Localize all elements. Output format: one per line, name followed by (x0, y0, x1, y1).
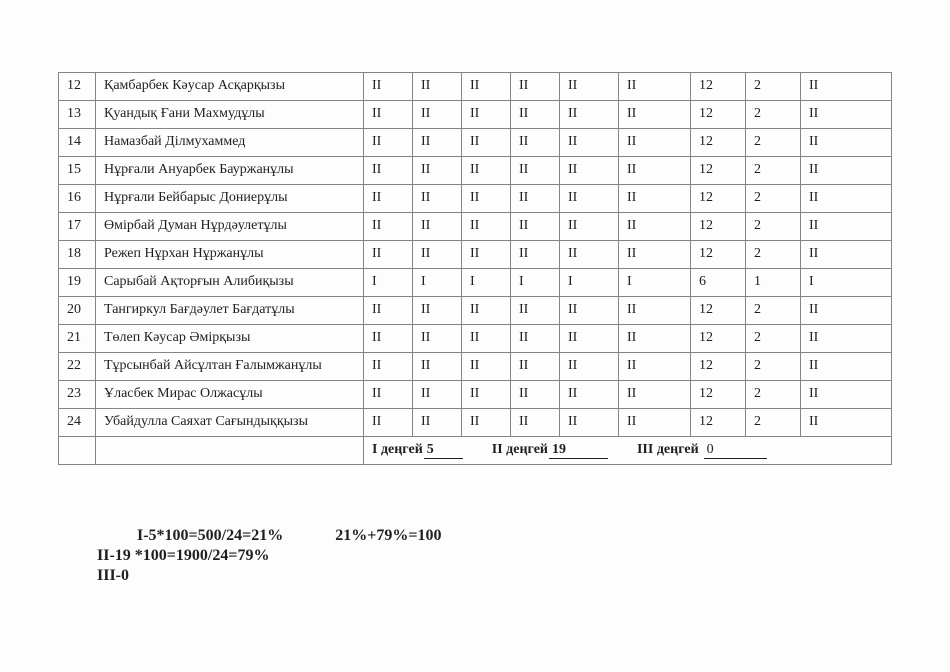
summary-row (59, 437, 892, 465)
mark-6: II (619, 213, 691, 241)
mark-4: I (511, 269, 560, 297)
level: II (801, 129, 892, 157)
mark-3: II (462, 73, 511, 101)
level-2-summary (492, 441, 608, 459)
mark-6: II (619, 157, 691, 185)
points: 2 (746, 241, 801, 269)
total-score: 6 (691, 269, 746, 297)
mark-1: II (364, 381, 413, 409)
mark-5: II (560, 241, 619, 269)
mark-1: II (364, 409, 413, 437)
mark-1: II (364, 297, 413, 325)
level-3-value: 0 (704, 441, 767, 459)
mark-4: II (511, 409, 560, 437)
level-2-value: 19 (549, 441, 608, 459)
level: II (801, 353, 892, 381)
level: II (801, 409, 892, 437)
mark-2: II (413, 353, 462, 381)
mark-6: II (619, 381, 691, 409)
mark-5: II (560, 101, 619, 129)
mark-2: II (413, 241, 462, 269)
formula-line-1 (97, 526, 441, 546)
row-number: 21 (59, 325, 96, 353)
total-score: 12 (691, 297, 746, 325)
mark-4: II (511, 157, 560, 185)
row-number: 18 (59, 241, 96, 269)
total-score: 12 (691, 185, 746, 213)
mark-5: II (560, 185, 619, 213)
mark-3: II (462, 353, 511, 381)
mark-3: II (462, 325, 511, 353)
mark-1: II (364, 325, 413, 353)
mark-3: II (462, 409, 511, 437)
student-name: Режеп Нұрхан Нұржанұлы (96, 241, 364, 269)
points: 2 (746, 325, 801, 353)
row-number: 14 (59, 129, 96, 157)
mark-6: II (619, 101, 691, 129)
table-row (59, 241, 892, 269)
student-name: Тұрсынбай Айсұлтан Ғалымжанұлы (96, 353, 364, 381)
total-score: 12 (691, 381, 746, 409)
mark-2: II (413, 129, 462, 157)
percentage-calculations (97, 526, 441, 586)
mark-2: II (413, 297, 462, 325)
mark-6: II (619, 185, 691, 213)
mark-5: II (560, 353, 619, 381)
mark-2: II (413, 409, 462, 437)
mark-4: II (511, 381, 560, 409)
mark-6: II (619, 73, 691, 101)
level: II (801, 101, 892, 129)
table-row (59, 73, 892, 101)
summary-empty-num (59, 437, 96, 465)
mark-6: II (619, 353, 691, 381)
mark-3: II (462, 129, 511, 157)
mark-6: II (619, 241, 691, 269)
mark-1: II (364, 73, 413, 101)
level-3-summary (637, 441, 767, 459)
points: 2 (746, 409, 801, 437)
table-row (59, 101, 892, 129)
mark-5: II (560, 325, 619, 353)
mark-6: II (619, 297, 691, 325)
mark-3: II (462, 185, 511, 213)
level: II (801, 73, 892, 101)
mark-1: II (364, 185, 413, 213)
mark-2: II (413, 381, 462, 409)
points: 2 (746, 185, 801, 213)
mark-2: II (413, 73, 462, 101)
mark-1: I (364, 269, 413, 297)
mark-3: II (462, 381, 511, 409)
total-score: 12 (691, 129, 746, 157)
mark-5: II (560, 297, 619, 325)
level-2-formula: ІІ-19 *100=1900/24=79% (97, 547, 270, 564)
mark-3: I (462, 269, 511, 297)
level: II (801, 213, 892, 241)
table-row (59, 409, 892, 437)
mark-3: II (462, 297, 511, 325)
level: II (801, 157, 892, 185)
mark-5: II (560, 213, 619, 241)
table-row (59, 297, 892, 325)
student-name: Намазбай Ділмухаммед (96, 129, 364, 157)
results-table (58, 72, 892, 465)
mark-5: II (560, 73, 619, 101)
total-score: 12 (691, 101, 746, 129)
level-1-label: І деңгей (372, 442, 423, 457)
row-number: 20 (59, 297, 96, 325)
total-score: 12 (691, 409, 746, 437)
points: 2 (746, 73, 801, 101)
student-name: Қамбарбек Кәусар Асқарқызы (96, 73, 364, 101)
row-number: 23 (59, 381, 96, 409)
level: II (801, 241, 892, 269)
level: I (801, 269, 892, 297)
student-name: Сарыбай Ақторғын Алибиқызы (96, 269, 364, 297)
sum-check-formula: 21%+79%=100 (335, 527, 442, 544)
mark-2: II (413, 157, 462, 185)
mark-5: II (560, 157, 619, 185)
student-name: Тангиркул Бағдәулет Бағдатұлы (96, 297, 364, 325)
mark-4: II (511, 297, 560, 325)
total-score: 12 (691, 73, 746, 101)
results-table-body (59, 73, 892, 437)
mark-2: II (413, 185, 462, 213)
mark-2: II (413, 101, 462, 129)
mark-1: II (364, 129, 413, 157)
table-row (59, 269, 892, 297)
table-row (59, 185, 892, 213)
level-3-formula: ІІІ-0 (97, 567, 130, 584)
level: II (801, 325, 892, 353)
level-1-formula: І-5*100=500/24=21% (137, 527, 284, 544)
table-row (59, 157, 892, 185)
mark-3: II (462, 157, 511, 185)
mark-3: II (462, 101, 511, 129)
table-row (59, 353, 892, 381)
mark-6: II (619, 325, 691, 353)
level: II (801, 297, 892, 325)
mark-2: I (413, 269, 462, 297)
table-row (59, 129, 892, 157)
mark-3: II (462, 241, 511, 269)
student-name: Нұрғали Бейбарыс Дониерұлы (96, 185, 364, 213)
mark-5: II (560, 409, 619, 437)
row-number: 16 (59, 185, 96, 213)
total-score: 12 (691, 157, 746, 185)
row-number: 22 (59, 353, 96, 381)
mark-5: II (560, 381, 619, 409)
row-number: 15 (59, 157, 96, 185)
mark-6: II (619, 409, 691, 437)
mark-5: I (560, 269, 619, 297)
mark-6: II (619, 129, 691, 157)
mark-5: II (560, 129, 619, 157)
mark-1: II (364, 213, 413, 241)
mark-1: II (364, 241, 413, 269)
mark-2: II (413, 325, 462, 353)
total-score: 12 (691, 213, 746, 241)
student-name: Нұрғали Ануарбек Бауржанұлы (96, 157, 364, 185)
mark-4: II (511, 325, 560, 353)
row-number: 19 (59, 269, 96, 297)
level-3-label: ІІІ деңгей (636, 442, 699, 457)
mark-4: II (511, 241, 560, 269)
points: 2 (746, 157, 801, 185)
level-1-value: 5 (424, 441, 463, 459)
mark-4: II (511, 353, 560, 381)
mark-4: II (511, 129, 560, 157)
student-name: Ұласбек Мирас Олжасұлы (96, 381, 364, 409)
mark-4: II (511, 101, 560, 129)
total-score: 12 (691, 325, 746, 353)
summary-empty-name (96, 437, 364, 465)
row-number: 12 (59, 73, 96, 101)
student-name: Қуандық Ғани Махмудұлы (96, 101, 364, 129)
points: 1 (746, 269, 801, 297)
level-2-label: ІІ деңгей (491, 442, 548, 457)
table-row (59, 213, 892, 241)
mark-6: I (619, 269, 691, 297)
student-name: Төлеп Кәусар Әмірқызы (96, 325, 364, 353)
student-name: Өмірбай Думан Нұрдәулетұлы (96, 213, 364, 241)
mark-4: II (511, 213, 560, 241)
mark-1: II (364, 157, 413, 185)
row-number: 24 (59, 409, 96, 437)
level-1-summary (372, 441, 463, 459)
points: 2 (746, 129, 801, 157)
level: II (801, 381, 892, 409)
level: II (801, 185, 892, 213)
points: 2 (746, 101, 801, 129)
mark-2: II (413, 213, 462, 241)
points: 2 (746, 213, 801, 241)
points: 2 (746, 381, 801, 409)
table-row (59, 381, 892, 409)
table-row (59, 325, 892, 353)
mark-4: II (511, 185, 560, 213)
mark-1: II (364, 101, 413, 129)
student-name: Убайдулла Саяхат Сағындыққызы (96, 409, 364, 437)
points: 2 (746, 353, 801, 381)
row-number: 13 (59, 101, 96, 129)
total-score: 12 (691, 241, 746, 269)
points: 2 (746, 297, 801, 325)
row-number: 17 (59, 213, 96, 241)
total-score: 12 (691, 353, 746, 381)
mark-1: II (364, 353, 413, 381)
mark-4: II (511, 73, 560, 101)
mark-3: II (462, 213, 511, 241)
summary-cell (364, 437, 892, 465)
